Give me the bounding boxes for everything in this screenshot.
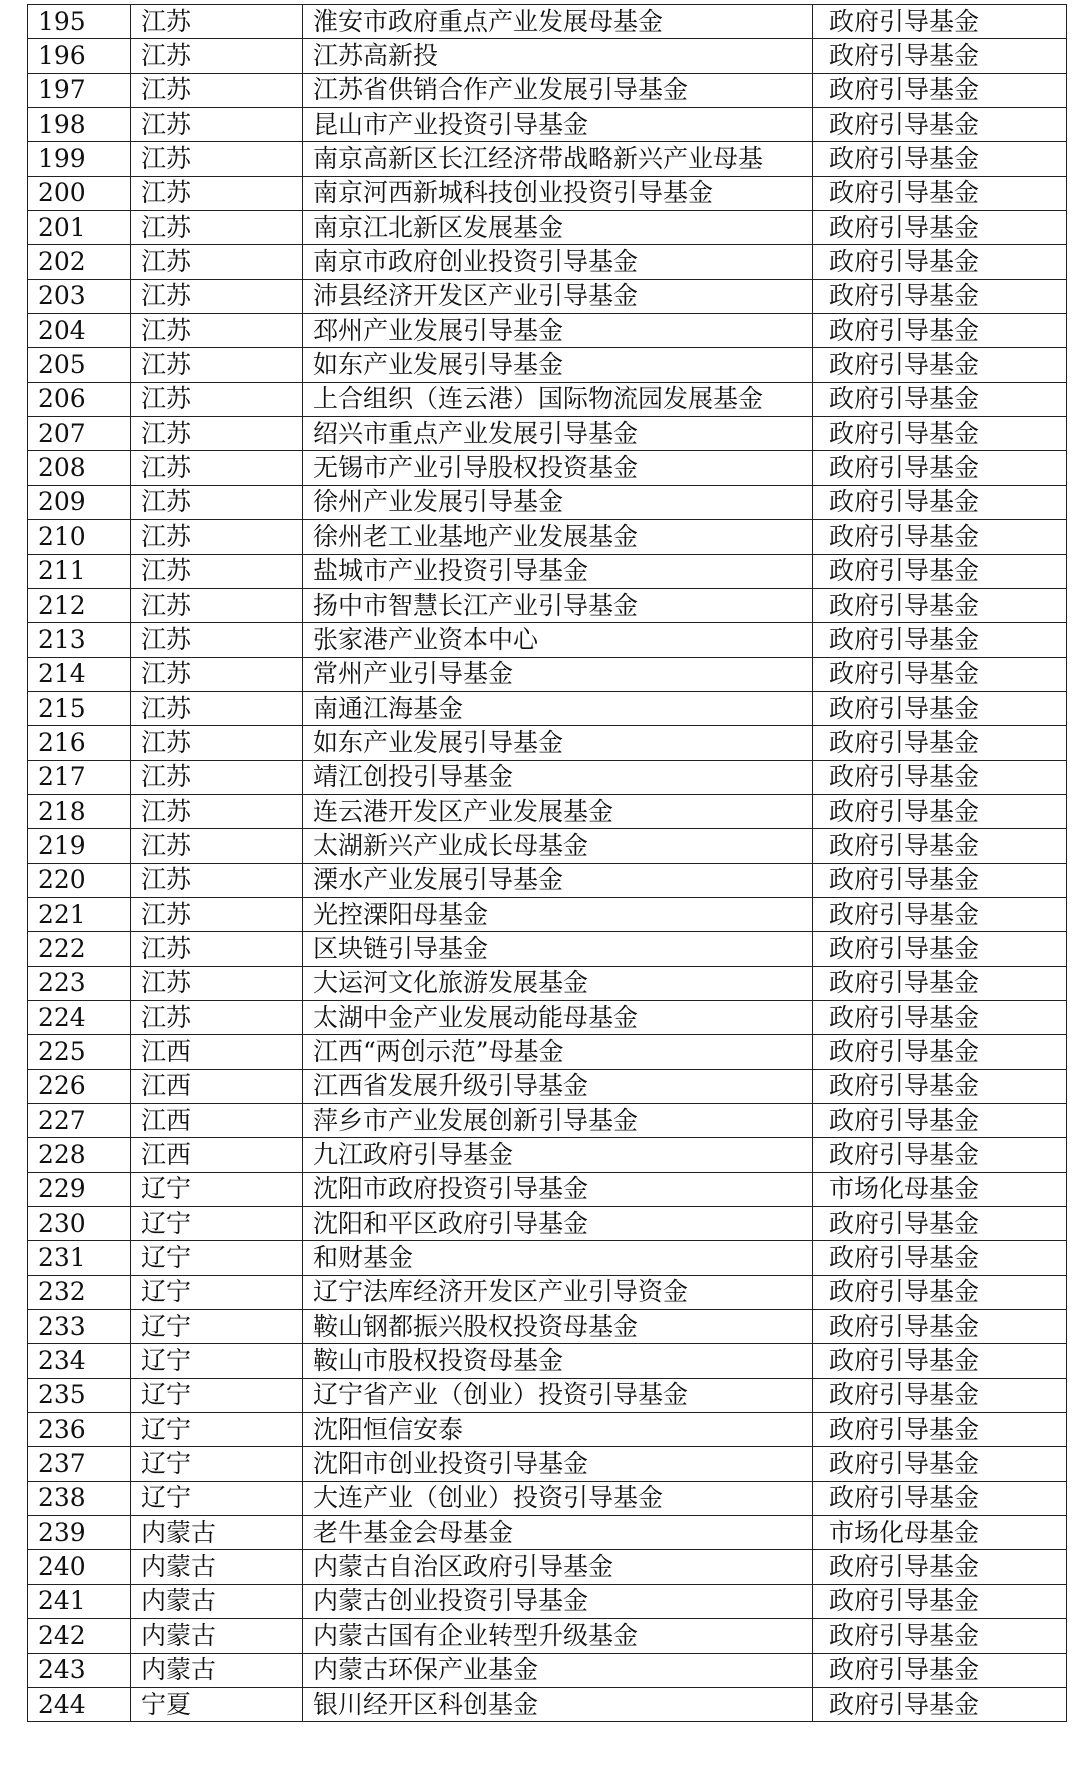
cell-fund-type: 政府引导基金 — [813, 1310, 1067, 1344]
table-row — [28, 1207, 1067, 1241]
table-row — [28, 897, 1067, 931]
cell-fund-name: 辽宁法库经济开发区产业引导资金 — [303, 1275, 813, 1309]
cell-index: 229 — [28, 1172, 131, 1206]
table-row — [28, 1378, 1067, 1412]
cell-province: 江苏 — [131, 794, 303, 828]
table-row — [28, 623, 1067, 657]
table-row — [28, 1687, 1067, 1721]
cell-fund-type: 政府引导基金 — [813, 1413, 1067, 1447]
cell-province: 江苏 — [131, 897, 303, 931]
cell-fund-type: 政府引导基金 — [813, 1035, 1067, 1069]
cell-index: 243 — [28, 1653, 131, 1687]
cell-fund-name: 内蒙古自治区政府引导基金 — [303, 1550, 813, 1584]
table-row — [28, 726, 1067, 760]
table-row — [28, 176, 1067, 210]
cell-province: 内蒙古 — [131, 1550, 303, 1584]
cell-index: 233 — [28, 1310, 131, 1344]
table-row — [28, 211, 1067, 245]
cell-fund-type: 政府引导基金 — [813, 5, 1067, 39]
table-row — [28, 1241, 1067, 1275]
cell-index: 222 — [28, 932, 131, 966]
cell-fund-type: 政府引导基金 — [813, 108, 1067, 142]
table-row — [28, 966, 1067, 1000]
cell-index: 209 — [28, 485, 131, 519]
table-row — [28, 5, 1067, 39]
cell-province: 宁夏 — [131, 1687, 303, 1721]
cell-fund-type: 市场化母基金 — [813, 1516, 1067, 1550]
table-row — [28, 1516, 1067, 1550]
cell-fund-name: 靖江创投引导基金 — [303, 760, 813, 794]
cell-index: 236 — [28, 1413, 131, 1447]
cell-index: 204 — [28, 314, 131, 348]
cell-index: 221 — [28, 897, 131, 931]
cell-fund-name: 鞍山市股权投资母基金 — [303, 1344, 813, 1378]
cell-province: 江苏 — [131, 1000, 303, 1034]
cell-fund-type: 政府引导基金 — [813, 520, 1067, 554]
cell-fund-type: 政府引导基金 — [813, 485, 1067, 519]
fund-table-body — [28, 5, 1067, 1722]
cell-index: 199 — [28, 142, 131, 176]
cell-fund-name: 沈阳市创业投资引导基金 — [303, 1447, 813, 1481]
table-row — [28, 1447, 1067, 1481]
cell-fund-name: 无锡市产业引导股权投资基金 — [303, 451, 813, 485]
cell-fund-type: 政府引导基金 — [813, 588, 1067, 622]
table-row — [28, 760, 1067, 794]
table-row — [28, 1344, 1067, 1378]
cell-index: 227 — [28, 1104, 131, 1138]
cell-fund-type: 政府引导基金 — [813, 897, 1067, 931]
cell-province: 江苏 — [131, 623, 303, 657]
cell-fund-name: 沈阳恒信安泰 — [303, 1413, 813, 1447]
cell-fund-name: 江苏高新投 — [303, 39, 813, 73]
cell-province: 江西 — [131, 1138, 303, 1172]
cell-fund-name: 徐州产业发展引导基金 — [303, 485, 813, 519]
table-row — [28, 1413, 1067, 1447]
cell-fund-name: 鞍山钢都振兴股权投资母基金 — [303, 1310, 813, 1344]
cell-fund-type: 政府引导基金 — [813, 1344, 1067, 1378]
cell-fund-name: 绍兴市重点产业发展引导基金 — [303, 417, 813, 451]
cell-fund-type: 政府引导基金 — [813, 829, 1067, 863]
cell-province: 江苏 — [131, 382, 303, 416]
cell-fund-type: 政府引导基金 — [813, 73, 1067, 107]
cell-province: 江苏 — [131, 829, 303, 863]
cell-province: 江西 — [131, 1035, 303, 1069]
cell-province: 辽宁 — [131, 1241, 303, 1275]
cell-fund-name: 九江政府引导基金 — [303, 1138, 813, 1172]
table-row — [28, 108, 1067, 142]
cell-fund-name: 沈阳市政府投资引导基金 — [303, 1172, 813, 1206]
cell-province: 江苏 — [131, 314, 303, 348]
cell-index: 213 — [28, 623, 131, 657]
table-row — [28, 1653, 1067, 1687]
cell-index: 208 — [28, 451, 131, 485]
cell-fund-name: 和财基金 — [303, 1241, 813, 1275]
table-row — [28, 657, 1067, 691]
table-row — [28, 314, 1067, 348]
cell-index: 238 — [28, 1481, 131, 1515]
cell-index: 239 — [28, 1516, 131, 1550]
cell-fund-type: 政府引导基金 — [813, 760, 1067, 794]
cell-fund-name: 南京高新区长江经济带战略新兴产业母基 — [303, 142, 813, 176]
cell-fund-name: 光控溧阳母基金 — [303, 897, 813, 931]
cell-fund-name: 江西省发展升级引导基金 — [303, 1069, 813, 1103]
cell-fund-type: 政府引导基金 — [813, 1687, 1067, 1721]
table-row — [28, 1172, 1067, 1206]
cell-province: 江苏 — [131, 485, 303, 519]
cell-index: 198 — [28, 108, 131, 142]
cell-province: 江苏 — [131, 726, 303, 760]
cell-index: 242 — [28, 1619, 131, 1653]
cell-fund-name: 昆山市产业投资引导基金 — [303, 108, 813, 142]
cell-fund-type: 政府引导基金 — [813, 1000, 1067, 1034]
cell-fund-name: 溧水产业发展引导基金 — [303, 863, 813, 897]
cell-fund-name: 内蒙古国有企业转型升级基金 — [303, 1619, 813, 1653]
cell-fund-type: 政府引导基金 — [813, 211, 1067, 245]
table-row — [28, 1104, 1067, 1138]
table-row — [28, 451, 1067, 485]
cell-province: 江苏 — [131, 932, 303, 966]
cell-fund-name: 太湖中金产业发展动能母基金 — [303, 1000, 813, 1034]
cell-fund-type: 政府引导基金 — [813, 382, 1067, 416]
table-row — [28, 1310, 1067, 1344]
cell-province: 江苏 — [131, 451, 303, 485]
cell-index: 223 — [28, 966, 131, 1000]
cell-index: 226 — [28, 1069, 131, 1103]
table-row — [28, 1584, 1067, 1618]
cell-fund-type: 政府引导基金 — [813, 726, 1067, 760]
cell-fund-type: 政府引导基金 — [813, 966, 1067, 1000]
cell-fund-name: 内蒙古环保产业基金 — [303, 1653, 813, 1687]
cell-province: 江苏 — [131, 108, 303, 142]
table-row — [28, 382, 1067, 416]
table-row — [28, 588, 1067, 622]
cell-fund-name: 大连产业（创业）投资引导基金 — [303, 1481, 813, 1515]
cell-province: 江苏 — [131, 73, 303, 107]
cell-fund-type: 政府引导基金 — [813, 314, 1067, 348]
cell-fund-type: 政府引导基金 — [813, 1138, 1067, 1172]
cell-index: 200 — [28, 176, 131, 210]
cell-fund-type: 政府引导基金 — [813, 245, 1067, 279]
cell-province: 辽宁 — [131, 1413, 303, 1447]
table-row — [28, 417, 1067, 451]
table-row — [28, 932, 1067, 966]
cell-province: 江苏 — [131, 691, 303, 725]
table-row — [28, 863, 1067, 897]
cell-province: 江西 — [131, 1069, 303, 1103]
table-row — [28, 142, 1067, 176]
cell-index: 212 — [28, 588, 131, 622]
cell-fund-name: 连云港开发区产业发展基金 — [303, 794, 813, 828]
table-row — [28, 73, 1067, 107]
cell-fund-type: 政府引导基金 — [813, 657, 1067, 691]
cell-fund-type: 政府引导基金 — [813, 1069, 1067, 1103]
cell-province: 内蒙古 — [131, 1584, 303, 1618]
table-row — [28, 245, 1067, 279]
cell-province: 辽宁 — [131, 1378, 303, 1412]
cell-fund-name: 沛县经济开发区产业引导基金 — [303, 279, 813, 313]
cell-fund-name: 大运河文化旅游发展基金 — [303, 966, 813, 1000]
table-row — [28, 1069, 1067, 1103]
table-row — [28, 1550, 1067, 1584]
table-row — [28, 829, 1067, 863]
cell-province: 江苏 — [131, 588, 303, 622]
cell-index: 235 — [28, 1378, 131, 1412]
cell-fund-type: 政府引导基金 — [813, 39, 1067, 73]
cell-fund-type: 政府引导基金 — [813, 691, 1067, 725]
table-row — [28, 1619, 1067, 1653]
cell-fund-type: 政府引导基金 — [813, 554, 1067, 588]
cell-fund-type: 政府引导基金 — [813, 279, 1067, 313]
cell-index: 214 — [28, 657, 131, 691]
cell-fund-type: 政府引导基金 — [813, 1378, 1067, 1412]
table-row — [28, 39, 1067, 73]
cell-index: 231 — [28, 1241, 131, 1275]
cell-fund-type: 政府引导基金 — [813, 417, 1067, 451]
cell-province: 江苏 — [131, 39, 303, 73]
cell-fund-type: 政府引导基金 — [813, 1481, 1067, 1515]
cell-fund-type: 政府引导基金 — [813, 1275, 1067, 1309]
cell-province: 江苏 — [131, 760, 303, 794]
cell-province: 江苏 — [131, 279, 303, 313]
cell-fund-type: 政府引导基金 — [813, 623, 1067, 657]
cell-fund-name: 辽宁省产业（创业）投资引导基金 — [303, 1378, 813, 1412]
cell-index: 240 — [28, 1550, 131, 1584]
cell-index: 216 — [28, 726, 131, 760]
cell-fund-type: 政府引导基金 — [813, 932, 1067, 966]
cell-province: 辽宁 — [131, 1310, 303, 1344]
cell-index: 217 — [28, 760, 131, 794]
table-row — [28, 1000, 1067, 1034]
cell-fund-type: 政府引导基金 — [813, 1207, 1067, 1241]
cell-index: 201 — [28, 211, 131, 245]
cell-fund-name: 盐城市产业投资引导基金 — [303, 554, 813, 588]
cell-index: 241 — [28, 1584, 131, 1618]
cell-province: 江苏 — [131, 142, 303, 176]
cell-fund-name: 太湖新兴产业成长母基金 — [303, 829, 813, 863]
cell-province: 江西 — [131, 1104, 303, 1138]
cell-fund-name: 如东产业发展引导基金 — [303, 348, 813, 382]
cell-index: 228 — [28, 1138, 131, 1172]
cell-province: 内蒙古 — [131, 1619, 303, 1653]
table-row — [28, 348, 1067, 382]
cell-fund-type: 政府引导基金 — [813, 142, 1067, 176]
table-row — [28, 520, 1067, 554]
cell-province: 江苏 — [131, 966, 303, 1000]
cell-fund-type: 政府引导基金 — [813, 1447, 1067, 1481]
cell-index: 210 — [28, 520, 131, 554]
cell-index: 215 — [28, 691, 131, 725]
table-row — [28, 794, 1067, 828]
cell-province: 内蒙古 — [131, 1516, 303, 1550]
cell-fund-name: 老牛基金会母基金 — [303, 1516, 813, 1550]
cell-province: 江苏 — [131, 520, 303, 554]
cell-province: 江苏 — [131, 657, 303, 691]
cell-index: 244 — [28, 1687, 131, 1721]
cell-province: 江苏 — [131, 245, 303, 279]
cell-index: 224 — [28, 1000, 131, 1034]
table-row — [28, 485, 1067, 519]
cell-index: 211 — [28, 554, 131, 588]
cell-fund-type: 市场化母基金 — [813, 1172, 1067, 1206]
cell-index: 218 — [28, 794, 131, 828]
table-row — [28, 1481, 1067, 1515]
cell-province: 辽宁 — [131, 1207, 303, 1241]
cell-fund-name: 萍乡市产业发展创新引导基金 — [303, 1104, 813, 1138]
cell-province: 辽宁 — [131, 1447, 303, 1481]
cell-index: 220 — [28, 863, 131, 897]
cell-fund-type: 政府引导基金 — [813, 794, 1067, 828]
cell-province: 辽宁 — [131, 1481, 303, 1515]
cell-index: 206 — [28, 382, 131, 416]
cell-fund-type: 政府引导基金 — [813, 348, 1067, 382]
cell-fund-type: 政府引导基金 — [813, 1653, 1067, 1687]
cell-province: 内蒙古 — [131, 1653, 303, 1687]
cell-fund-name: 南京江北新区发展基金 — [303, 211, 813, 245]
cell-fund-type: 政府引导基金 — [813, 176, 1067, 210]
cell-fund-name: 江苏省供销合作产业发展引导基金 — [303, 73, 813, 107]
cell-fund-type: 政府引导基金 — [813, 1104, 1067, 1138]
cell-fund-name: 淮安市政府重点产业发展母基金 — [303, 5, 813, 39]
cell-fund-name: 区块链引导基金 — [303, 932, 813, 966]
fund-table — [27, 4, 1067, 1722]
cell-index: 195 — [28, 5, 131, 39]
cell-fund-type: 政府引导基金 — [813, 863, 1067, 897]
cell-index: 196 — [28, 39, 131, 73]
cell-index: 232 — [28, 1275, 131, 1309]
cell-index: 219 — [28, 829, 131, 863]
cell-index: 205 — [28, 348, 131, 382]
cell-index: 230 — [28, 1207, 131, 1241]
cell-fund-name: 张家港产业资本中心 — [303, 623, 813, 657]
cell-province: 江苏 — [131, 863, 303, 897]
cell-index: 237 — [28, 1447, 131, 1481]
table-row — [28, 554, 1067, 588]
cell-fund-name: 银川经开区科创基金 — [303, 1687, 813, 1721]
cell-fund-name: 常州产业引导基金 — [303, 657, 813, 691]
cell-fund-name: 南京河西新城科技创业投资引导基金 — [303, 176, 813, 210]
cell-fund-type: 政府引导基金 — [813, 1584, 1067, 1618]
cell-fund-type: 政府引导基金 — [813, 1619, 1067, 1653]
cell-fund-name: 内蒙古创业投资引导基金 — [303, 1584, 813, 1618]
table-row — [28, 1035, 1067, 1069]
cell-fund-name: 扬中市智慧长江产业引导基金 — [303, 588, 813, 622]
cell-province: 江苏 — [131, 211, 303, 245]
cell-fund-type: 政府引导基金 — [813, 451, 1067, 485]
cell-province: 辽宁 — [131, 1275, 303, 1309]
cell-fund-name: 如东产业发展引导基金 — [303, 726, 813, 760]
cell-province: 江苏 — [131, 5, 303, 39]
table-row — [28, 1275, 1067, 1309]
table-row — [28, 279, 1067, 313]
table-row — [28, 1138, 1067, 1172]
cell-fund-name: 江西“两创示范”母基金 — [303, 1035, 813, 1069]
cell-index: 202 — [28, 245, 131, 279]
cell-fund-name: 上合组织（连云港）国际物流园发展基金 — [303, 382, 813, 416]
cell-province: 江苏 — [131, 417, 303, 451]
cell-index: 203 — [28, 279, 131, 313]
cell-index: 197 — [28, 73, 131, 107]
cell-fund-name: 徐州老工业基地产业发展基金 — [303, 520, 813, 554]
cell-fund-type: 政府引导基金 — [813, 1241, 1067, 1275]
cell-province: 江苏 — [131, 554, 303, 588]
cell-fund-name: 沈阳和平区政府引导基金 — [303, 1207, 813, 1241]
cell-fund-type: 政府引导基金 — [813, 1550, 1067, 1584]
table-row — [28, 691, 1067, 725]
cell-index: 225 — [28, 1035, 131, 1069]
cell-fund-name: 南京市政府创业投资引导基金 — [303, 245, 813, 279]
cell-fund-name: 南通江海基金 — [303, 691, 813, 725]
cell-index: 207 — [28, 417, 131, 451]
cell-province: 辽宁 — [131, 1344, 303, 1378]
cell-index: 234 — [28, 1344, 131, 1378]
cell-province: 辽宁 — [131, 1172, 303, 1206]
cell-province: 江苏 — [131, 348, 303, 382]
cell-province: 江苏 — [131, 176, 303, 210]
cell-fund-name: 邳州产业发展引导基金 — [303, 314, 813, 348]
